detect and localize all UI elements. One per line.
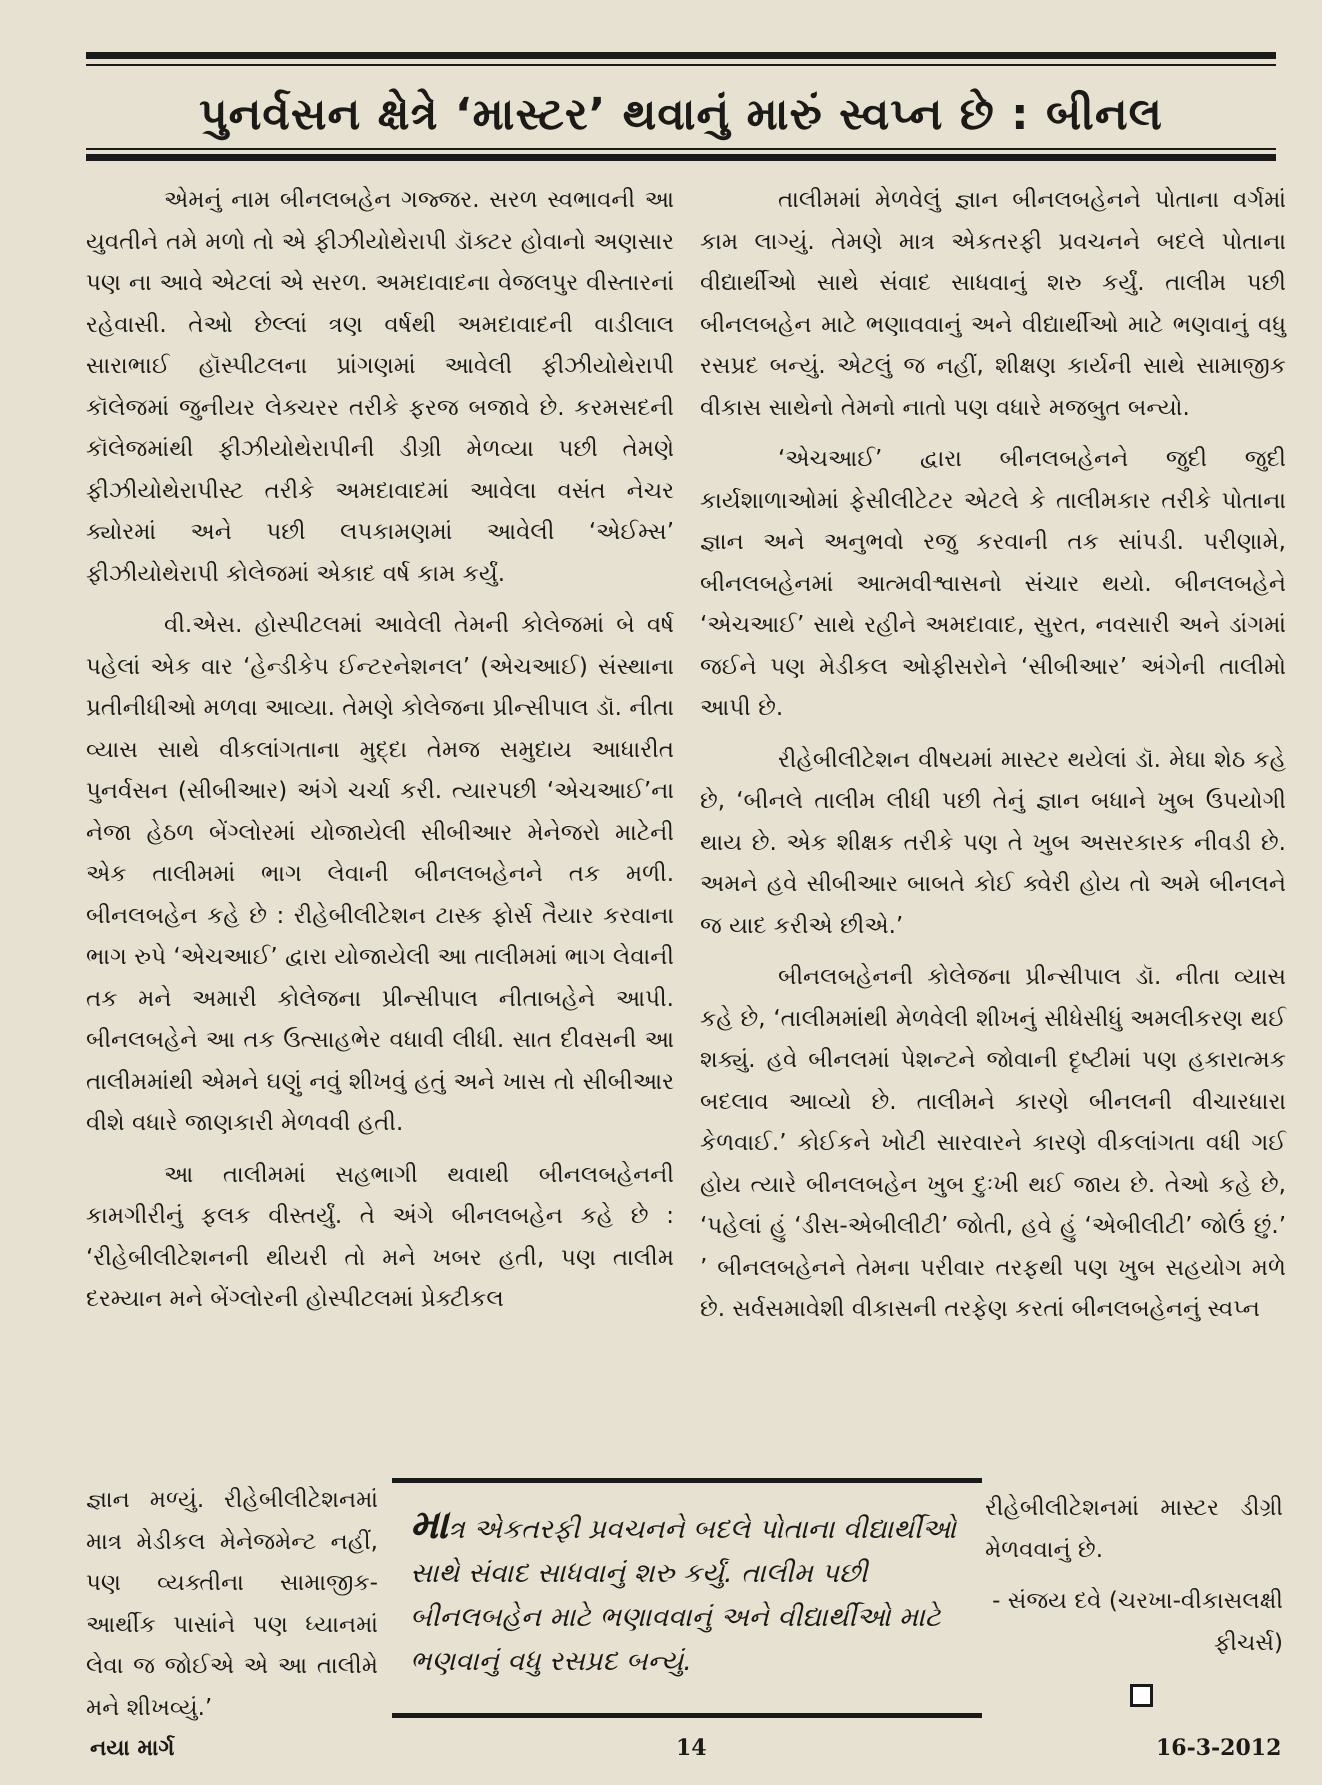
right-paragraph-2: ‘એચઆઈ’ દ્વારા બીનલબહેનને જુદી જુદી કાર્યશાળાઓમાં ફેસીલીટેટર એટલે કે તાલીમકાર તરીકે પોતાના જ્ઞાન અને અનુભવો રજુ કરવાની તક સાંપડી. પરીણામે, બીનલબહેનમાં આત્મવીશ્વાસનો સંચાર થયો. બીનલબહેને ‘એચઆઈ’ સાથે રહીને અમદાવાદ, સુરત, નવસારી અને ડાંગમાં જઈને પણ મેડીકલ ઓફીસરોને ‘સીબીઆર’ અંગેની તાલીમો આપી છે. xyxy=(700,446,1286,721)
left-paragraph-2: વી.એસ. હોસ્પીટલમાં આવેલી તેમની કોલેજમાં બે વર્ષ પહેલાં એક વાર ‘હેન્ડીકેપ ઈન્ટરનેશનલ’ (એચઆઈ) સંસ્થાના પ્રતીનીધીઓ મળવા આવ્યા. તેમણે કોલેજના પ્રીન્સીપાલ ડૉ. નીતા વ્યાસ સાથે વીકલાંગતાના મુદ્દા તેમજ સમુદાય આધારીત પુનર્વસન (સીબીઆર) અંગે ચર્ચા કરી. ત્યારપછી ‘એચઆઈ’ના નેજા હેઠળ બેંગ્લોરમાં યોજાયેલી સીબીઆર મેનેજરો માટેની એક તાલીમમાં ભાગ લેવાની બીનલબહેનને તક મળી. બીનલબહેન કહે છે : રીહેબીલીટેશન ટાસ્ક ફોર્સ તૈયાર કરવાના ભાગ રુપે ‘એચઆઈ’ દ્વારા યોજાયેલી આ તાલીમમાં ભાગ લેવાની તક મને અમારી કોલેજના પ્રીન્સીપાલ નીતાબહેને આપી. બીનલબહેને આ તક ઉત્સાહભેર વધાવી લીધી. સાત દીવસની આ તાલીમમાંથી એમને ઘણું નવું શીખવું હતું અને ખાસ તો સીબીઆર વીશે વધારે જાણકારી મેળવવી હતી. xyxy=(86,612,674,1136)
headline-thick-rule xyxy=(86,154,1276,161)
right-paragraph-1: તાલીમમાં મેળવેલું જ્ઞાન બીનલબહેનને પોતાના વર્ગમાં કામ લાગ્યું. તેમણે માત્ર એકતરફી પ્રવચનને બદલે પોતાના વીદ્યાર્થીઓ સાથે સંવાદ સાધવાનું શરુ કર્યું. તાલીમ પછી બીનલબહેન માટે ભણાવવાનું અને વીદ્યાર્થીઓ માટે ભણવાનું વધુ રસપ્રદ બન્યું. એટલું જ નહીં, શીક્ષણ કાર્યની સાથે સામાજીક વીકાસ સાથેનો તેમનો નાતો પણ વધારે મજબુત બન્યો. xyxy=(700,187,1286,421)
end-of-article-box-icon xyxy=(1130,1684,1153,1707)
footer-page-number: 14 xyxy=(676,1735,707,1761)
top-thin-rule xyxy=(86,64,1276,66)
left-paragraph-3: આ તાલીમમાં સહભાગી થવાથી બીનલબહેનની કામગીરીનું ફલક વીસ્તર્યું. તે અંગે બીનલબહેન કહે છે : ‘રીહેબીલીટેશનની થીયરી તો મને ખબર હતી, પણ તાલીમ દરમ્યાન મને બેંગ્લોરની હોસ્પીટલમાં પ્રેક્ટીકલ xyxy=(86,1161,674,1312)
right-column xyxy=(700,180,1286,1341)
left-bottom-text: જ્ઞાન મળ્યું. રીહેબીલીટેશનમાં માત્ર મેડીકલ મેનેજમેન્ટ નહીં, પણ વ્યક્તીના સામાજીક-આર્થીક પાસાંને પણ ધ્યાનમાં લેવા જ જોઈએ એ આ તાલીમે મને શીખવ્યું.’ xyxy=(86,1487,378,1721)
footer-date: 16-3-2012 xyxy=(1156,1735,1282,1761)
right-paragraph-3: રીહેબીલીટેશન વીષયમાં માસ્ટર થયેલાં ડૉ. મેઘા શેઠ કહે છે, ‘બીનલે તાલીમ લીધી પછી તેનું જ્ઞાન બધાને ખુબ ઉપયોગી થાય છે. એક શીક્ષક તરીકે પણ તે ખુબ અસરકારક નીવડી છે. અમને હવે સીબીઆર બાબતે કોઈ ક્વેરી હોય તો અમે બીનલને જ યાદ કરીએ છીએ.’ xyxy=(700,746,1286,939)
left-paragraph-1: એમનું નામ બીનલબહેન ગજ્જર. સરળ સ્વભાવની આ યુવતીને તમે મળો તો એ ફીઝીયોથેરાપી ડૉક્ટર હોવાનો અણસાર પણ ના આવે એટલાં એ સરળ. અમદાવાદના વેજલપુર વીસ્તારનાં રહેવાસી. તેઓ છેલ્લાં ત્રણ વર્ષથી અમદાવાદની વાડીલાલ સારાભાઈ હૉસ્પીટલના પ્રાંગણમાં આવેલી ફીઝીયોથેરાપી કૉલેજમાં જુનીયર લેક્ચરર તરીકે ફરજ બજાવે છે. કરમસદની કૉલેજમાંથી ફીઝીયોથેરાપીની ડીગ્રી મેળવ્યા પછી તેમણે ફીઝીયોથેરાપીસ્ટ તરીકે અમદાવાદમાં આવેલા વસંત નેચર ક્યોરમાં અને પછી લપકામણમાં આવેલી ‘એઈમ્સ’ ફીઝીયોથેરાપી કોલેજમાં એકાદ વર્ષ કામ કર્યું. xyxy=(86,187,674,587)
top-thick-rule xyxy=(86,52,1276,59)
left-bottom-column xyxy=(86,1480,378,1739)
pullquote-text: ત્ર એકતરફી પ્રવચનને બદલે પોતાના વીદ્યાર્થીઓ સાથે સંવાદ સાધવાનું શરુ કર્યું. તાલીમ પછી બીનલબહેન માટે ભણાવવાનું અને વીદ્યાર્થીઓ માટે ભણવાનું વધુ રસપ્રદ બન્યું. xyxy=(410,1514,956,1677)
headline: પુનર્વસન ક્ષેત્રે ‘માસ્ટર’ થવાનું મારું સ્વપ્ન છે : બીનલ xyxy=(199,88,1163,140)
headline-thin-rule xyxy=(86,148,1276,150)
pullquote xyxy=(392,1478,982,1718)
pullquote-dropcap: મા xyxy=(410,1502,449,1548)
right-bottom-column xyxy=(985,1488,1283,1664)
right-paragraph-4: બીનલબહેનની કોલેજના પ્રીન્સીપાલ ડૉ. નીતા વ્યાસ કહે છે, ‘તાલીમમાંથી મેળવેલી શીખનું સીધેસીધું અમલીકરણ થઈ શક્યું. હવે બીનલમાં પેશન્ટને જોવાની દૃષ્ટીમાં પણ હકારાત્મક બદલાવ આવ્યો છે. તાલીમને કારણે બીનલની વીચારધારા કેળવાઈ.’ કોઈકને ખોટી સારવારને કારણે વીકલાંગતા વધી ગઈ હોય ત્યારે બીનલબહેન ખુબ દુઃખી થઈ જાય છે. તેઓ કહે છે, ‘પહેલાં હું ‘ડીસ-એબીલીટી’ જોતી, હવે હું ‘એબીલીટી’ જોઉં છું.’ ’ બીનલબહેનને તેમના પરીવાર તરફથી પણ ખુબ સહયોગ મળે છે. સર્વસમાવેશી વીકાસની તરફેણ કરતાં બીનલબહેનનું સ્વપ્ન xyxy=(700,964,1286,1322)
byline: - સંજય દવે (ચરખા-વીકાસલક્ષી ફીચર્સ) xyxy=(992,1588,1283,1656)
footer-publication: નયા માર્ગ xyxy=(90,1735,175,1761)
left-column xyxy=(86,180,674,1331)
right-bottom-text: રીહેબીલીટેશનમાં માસ્ટર ડીગ્રી મેળવવાનું છે. xyxy=(985,1495,1283,1563)
